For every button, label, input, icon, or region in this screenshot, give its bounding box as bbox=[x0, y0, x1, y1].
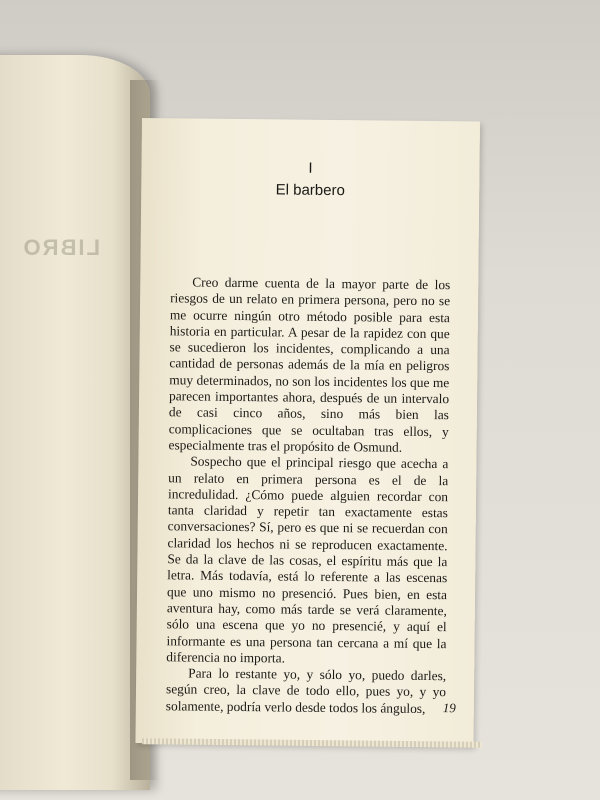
body-text bbox=[166, 274, 451, 717]
paragraph-2: Sospecho que el principal riesgo que acecha a un relato en primera persona es el de la incredulidad. ¿Cómo puede alguien recordar con tanta claridad y repetir tan exactamente estas conversaciones? Sí, pero es que ni se recuerdan con claridad los hechos ni se reproducen exactamente. Se da la clave de las cosas, el espíritu más que la letra. Más todavía, está lo referente a las escenas que uno mismo no presenció. Pues bien, en esta aventura hay, como más tarde se verá claramente, sólo una escena que yo no presencié, y aquí el informante es una persona tan cercana a mí que la diferencia no importa. bbox=[166, 453, 449, 666]
left-page bbox=[0, 55, 150, 790]
paragraph-3: Para lo restante yo, y sólo yo, puedo darles, según creo, la clave de todo ello, pues yo, y yo solamente, podría verlo desde todos los ángulos, bbox=[165, 665, 447, 716]
paragraph-1: Creo darme cuenta de la mayor parte de los riesgos de un relato en primera persona, pero no se me ocurre ningún otro método posible para esta historia en particular. A pesar de la rapidez con que se sucedieron los incidentes, complicando a una cantidad de personas además de la mía en peligros muy determinados, no son los incidentes los que me parecen importantes ahora, después de un intervalo de casi cinco años, sino más bien las complicaciones que se ocultaban tras ellos, y especialmente tras el propósito de Osmund. bbox=[168, 274, 451, 455]
chapter-number: I bbox=[308, 159, 313, 177]
page-number: 19 bbox=[442, 700, 456, 716]
chapter-title: El barbero bbox=[275, 181, 345, 200]
book-page bbox=[135, 118, 480, 747]
facing-page-bleed-text: LIBRO bbox=[21, 235, 100, 260]
